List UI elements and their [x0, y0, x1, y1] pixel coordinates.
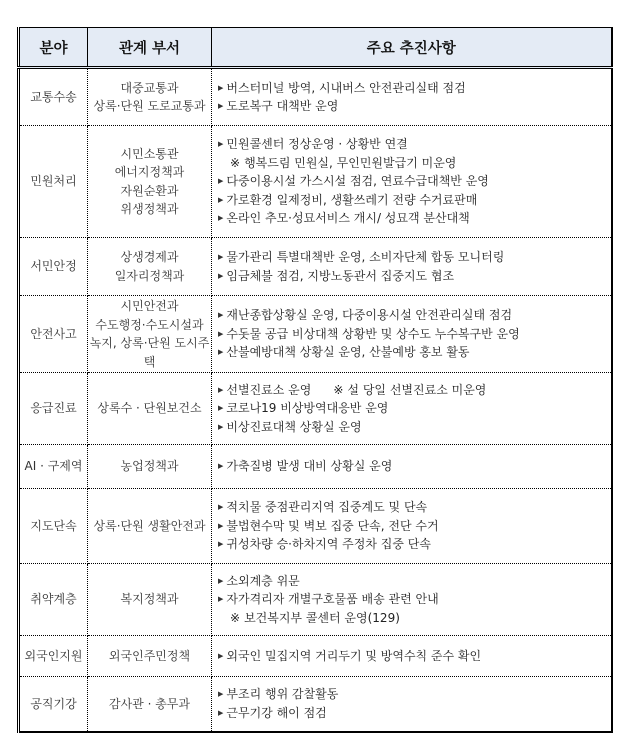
field-cell: 취약계층 — [19, 564, 88, 636]
header-row — [19, 28, 612, 68]
table-row — [19, 677, 612, 732]
field-cell: 외국인지원 — [19, 636, 88, 677]
field-cell: 안전사고 — [19, 296, 88, 373]
task-text: 산불예방대책 상황실 운영, 산불예방 홍보 활동 — [226, 345, 470, 360]
department-cell — [88, 636, 212, 677]
task-text: 근무기강 해이 점검 — [226, 705, 327, 720]
header-main-tasks: 주요 추진사항 — [212, 28, 612, 68]
task-item — [218, 457, 611, 476]
task-text: 부조리 행위 감찰활동 — [226, 687, 339, 702]
department-name: 농업정책과 — [120, 459, 179, 474]
task-text: 외국인 밀집지역 거리두기 및 방역수칙 준수 확인 — [226, 648, 482, 663]
bullet-triangle-icon: ▶ — [218, 595, 224, 604]
table-row — [19, 296, 612, 373]
task-text: 비상진료대책 상황실 운영 — [226, 419, 362, 434]
department-name: 위생정책과 — [120, 202, 179, 216]
bullet-triangle-icon: ▶ — [218, 102, 224, 110]
task-item — [218, 325, 611, 344]
bullet-triangle-icon: ▶ — [218, 576, 224, 585]
task-item — [218, 172, 611, 191]
bullet-triangle-icon: ▶ — [218, 195, 224, 204]
department-name: 일자리정책과 — [114, 268, 185, 283]
department-cell — [88, 445, 212, 489]
department-name: 복지정책과 — [120, 592, 179, 607]
tasks-cell — [212, 68, 612, 126]
field-cell: 교통수송 — [19, 68, 88, 126]
reference-mark-icon: ※ — [230, 155, 241, 170]
table-body — [19, 68, 612, 732]
task-text: 민원콜센터 정상운영 · 상황반 연결 — [226, 137, 408, 152]
bullet-triangle-icon: ▶ — [218, 540, 224, 549]
tasks-cell — [212, 445, 612, 489]
field-cell: AI · 구제역 — [19, 445, 88, 489]
task-text: 재난종합상황실 운영, 다중이용시설 안전관리실태 점검 — [226, 308, 513, 323]
header-department: 관계 부서 — [88, 28, 212, 68]
task-item — [218, 399, 611, 418]
table-row — [19, 126, 612, 238]
bullet-triangle-icon: ▶ — [218, 311, 224, 320]
task-text: 가로환경 일제정비, 생활쓰레기 전량 수거료판매 — [226, 192, 478, 207]
task-item — [218, 590, 611, 609]
department-name: 상생경제과 — [120, 250, 179, 264]
field-cell: 응급진료 — [19, 373, 88, 445]
department-cell — [88, 373, 212, 445]
department-cell — [88, 677, 212, 732]
task-note — [218, 609, 611, 628]
table-row — [19, 564, 612, 636]
bullet-triangle-icon: ▶ — [218, 385, 224, 394]
task-note — [218, 154, 611, 173]
task-item — [218, 535, 611, 554]
department-cell — [88, 238, 212, 296]
bullet-triangle-icon: ▶ — [218, 651, 224, 660]
tasks-cell — [212, 489, 612, 564]
inline-note — [333, 383, 486, 397]
tasks-cell — [212, 564, 612, 636]
promotion-table — [17, 27, 613, 733]
department-name: 상록·단원 생활안전과 — [93, 518, 206, 533]
task-text: 도로복구 대책반 운영 — [226, 99, 339, 113]
field-cell: 서민안정 — [19, 238, 88, 296]
table-row — [19, 238, 612, 296]
task-item — [218, 209, 611, 228]
tasks-cell — [212, 636, 612, 677]
department-cell — [88, 126, 212, 238]
note-text: 보건복지부 콜센터 운영(129) — [244, 610, 400, 625]
field-cell: 공직기강 — [19, 677, 88, 732]
task-item — [218, 418, 611, 437]
task-item — [218, 267, 611, 286]
table-row — [19, 373, 612, 445]
bullet-triangle-icon: ▶ — [218, 83, 224, 92]
task-text: 수돗물 공급 비상대책 상황반 및 상수도 누수복구반 운영 — [226, 326, 520, 341]
bullet-triangle-icon: ▶ — [218, 503, 224, 512]
bullet-triangle-icon: ▶ — [218, 253, 224, 261]
task-item — [218, 647, 611, 666]
bullet-triangle-icon: ▶ — [218, 348, 224, 357]
task-text: 온라인 추모·성묘서비스 개시/ 성묘객 분산대책 — [226, 211, 470, 226]
task-text: 물가관리 특별대책반 운영, 소비자단체 합동 모니터링 — [226, 250, 505, 264]
department-cell — [88, 489, 212, 564]
bullet-triangle-icon: ▶ — [218, 329, 224, 338]
department-name: 상록·단원 도로교통과 — [93, 99, 206, 113]
department-cell — [88, 296, 212, 373]
task-item — [218, 79, 611, 98]
task-item — [218, 97, 611, 116]
bullet-triangle-icon: ▶ — [218, 214, 224, 223]
bullet-triangle-icon: ▶ — [218, 177, 224, 186]
table-row — [19, 68, 612, 126]
bullet-triangle-icon: ▶ — [218, 404, 224, 413]
department-name: 시민소통관 — [120, 146, 179, 161]
department-name: 시민안전과 — [120, 299, 179, 313]
table-row — [19, 636, 612, 677]
field-cell: 민원처리 — [19, 126, 88, 238]
task-item — [218, 135, 611, 154]
department-name: 상록수 · 단원보건소 — [97, 401, 202, 416]
table-row — [19, 445, 612, 489]
task-text: 소외계층 위문 — [226, 573, 300, 588]
task-item — [218, 704, 611, 723]
reference-mark-icon: ※ — [230, 610, 241, 625]
task-text: 임금체불 점검, 지방노동관서 집중지도 협조 — [226, 268, 455, 283]
table-row — [19, 489, 612, 564]
bullet-triangle-icon: ▶ — [218, 690, 224, 699]
task-text: 적치물 중점관리지역 집중계도 및 단속 — [226, 500, 428, 515]
tasks-cell — [212, 677, 612, 732]
department-name: 자원순환과 — [120, 183, 179, 198]
task-item — [218, 498, 611, 517]
bullet-triangle-icon: ▶ — [218, 462, 224, 471]
task-text: 귀성차량 승·하차지역 주정차 집중 단속 — [226, 537, 431, 552]
note-text: 설 당일 선별진료소 미운영 — [347, 382, 487, 397]
task-text: 불법현수막 및 벽보 집중 단속, 전단 수거 — [226, 518, 439, 533]
bullet-triangle-icon: ▶ — [218, 422, 224, 431]
department-name: 에너지정책과 — [114, 165, 185, 179]
note-text: 행복드림 민원실, 무인민원발급기 미운영 — [244, 155, 457, 170]
department-name: 감사관 · 총무과 — [109, 696, 190, 711]
bullet-triangle-icon: ▶ — [218, 521, 224, 530]
reference-mark-icon: ※ — [333, 382, 344, 397]
department-name: 녹지, 상록·단원 도시주택 — [89, 336, 210, 369]
task-item — [218, 306, 611, 325]
task-text: 버스터미널 방역, 시내버스 안전관리실태 점검 — [226, 80, 466, 95]
header-field: 분야 — [19, 28, 88, 68]
department-cell — [88, 68, 212, 126]
task-item — [218, 685, 611, 704]
tasks-cell — [212, 238, 612, 296]
task-text: 가축질병 발생 대비 상황실 운영 — [226, 459, 393, 474]
task-text: 선별진료소 운영 — [226, 382, 312, 397]
tasks-cell — [212, 296, 612, 373]
field-cell: 지도단속 — [19, 489, 88, 564]
task-item — [218, 572, 611, 591]
bullet-triangle-icon: ▶ — [218, 140, 224, 149]
bullet-triangle-icon: ▶ — [218, 271, 224, 280]
task-item — [218, 381, 611, 400]
tasks-cell — [212, 373, 612, 445]
tasks-cell — [212, 126, 612, 238]
task-item — [218, 517, 611, 536]
bullet-triangle-icon: ▶ — [218, 708, 224, 717]
department-cell — [88, 564, 212, 636]
task-item — [218, 191, 611, 210]
department-name: 외국인주민정책 — [108, 648, 191, 663]
task-item — [218, 343, 611, 362]
task-text: 다중이용시설 가스시설 점검, 연료수급대책반 운영 — [226, 174, 489, 189]
department-name: 대중교통과 — [120, 80, 179, 95]
task-text: 코로나19 비상방역대응반 운영 — [226, 401, 389, 416]
task-item — [218, 248, 611, 267]
task-text: 자가격리자 개별구호물품 배송 관련 안내 — [226, 592, 439, 607]
department-name: 수도행정·수도시설과 — [95, 317, 204, 332]
